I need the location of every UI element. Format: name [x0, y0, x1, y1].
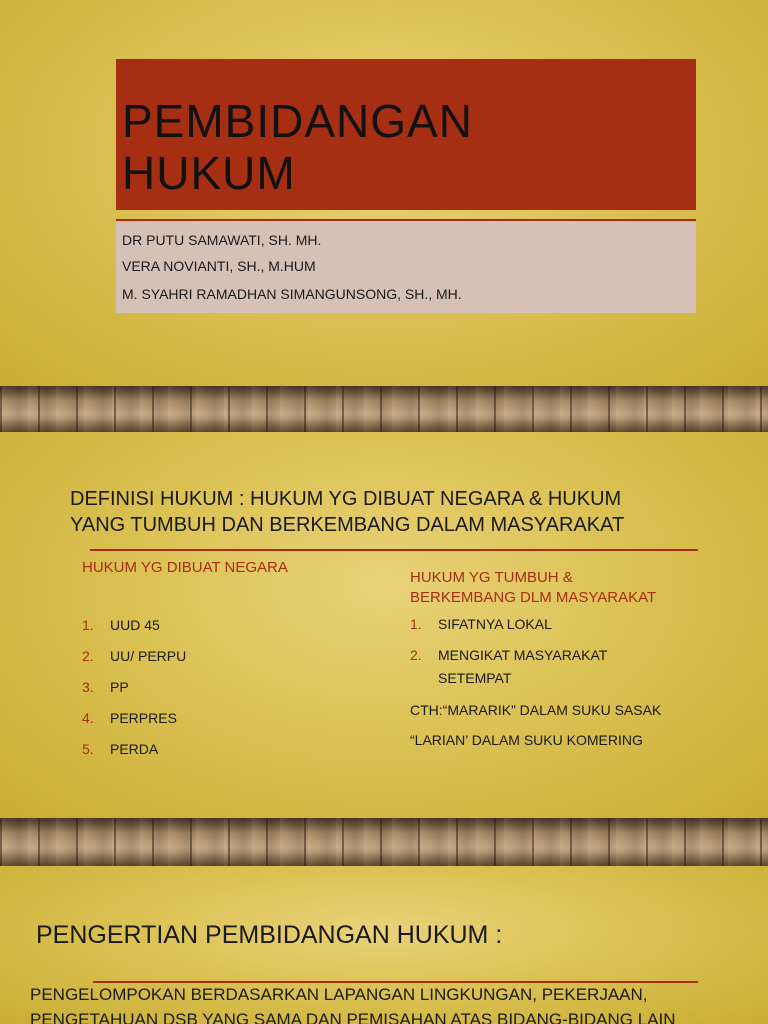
- left-item-3: [82, 679, 129, 695]
- left-item-4-number: 4.: [82, 710, 94, 726]
- right-item-2-text: MENGIKAT MASYARAKAT: [438, 647, 608, 663]
- left-item-5-text: PERDA: [110, 741, 159, 757]
- right-item-1-text: SIFATNYA LOKAL: [438, 616, 552, 632]
- author-1: DR PUTU SAMAWATI, SH. MH.: [122, 232, 322, 248]
- title-divider: [116, 219, 696, 221]
- definition-title-line-1: DEFINISI HUKUM : HUKUM YG DIBUAT NEGARA & HUKUM: [70, 488, 622, 510]
- right-item-1-number: 1.: [410, 616, 422, 632]
- slide-definition: [0, 432, 768, 818]
- pengertian-body-line-2: PENGETAHUAN DSB YANG SAMA DAN PEMISAHAN ATAS BIDANG-BIDANG LAIN: [30, 1010, 676, 1024]
- presentation-title: [122, 95, 473, 199]
- left-item-3-text: PP: [110, 679, 129, 695]
- pengertian-title: PENGERTIAN PEMBIDANGAN HUKUM :: [36, 921, 503, 949]
- wood-floor-divider: [0, 386, 768, 432]
- right-item-2-continued: SETEMPAT: [438, 670, 512, 686]
- wood-floor-divider-2: [0, 818, 768, 866]
- left-item-2: [82, 648, 186, 664]
- left-column-heading: HUKUM YG DIBUAT NEGARA: [82, 559, 288, 576]
- left-item-1: [82, 617, 160, 633]
- left-item-1-text: UUD 45: [110, 617, 160, 633]
- example-larian: “LARIAN’ DALAM SUKU KOMERING: [410, 732, 643, 748]
- definition-title-line-2: YANG TUMBUH DAN BERKEMBANG DALAM MASYARAKAT: [70, 514, 625, 536]
- author-2: VERA NOVIANTI, SH., M.HUM: [122, 258, 316, 274]
- author-3: M. SYAHRI RAMADHAN SIMANGUNSONG, SH., MH.: [122, 286, 462, 302]
- title-line-1: PEMBIDANGAN: [122, 95, 473, 147]
- left-item-5: [82, 741, 158, 757]
- right-item-2: [410, 647, 607, 663]
- definition-divider: [90, 549, 698, 551]
- slide-pengertian: [0, 866, 768, 1024]
- right-heading-line-1: HUKUM YG TUMBUH &: [410, 569, 573, 586]
- left-item-4-text: PERPRES: [110, 710, 177, 726]
- right-item-2-number: 2.: [410, 647, 422, 663]
- slide-title: [0, 0, 768, 386]
- left-item-2-text: UU/ PERPU: [110, 648, 187, 664]
- author-box: [116, 222, 696, 313]
- left-item-3-number: 3.: [82, 679, 94, 695]
- left-item-5-number: 5.: [82, 741, 94, 757]
- title-box: [116, 59, 696, 210]
- right-heading-line-2: BERKEMBANG DLM MASYARAKAT: [410, 589, 657, 606]
- left-item-1-number: 1.: [82, 617, 94, 633]
- left-item-4: [82, 710, 177, 726]
- left-item-2-number: 2.: [82, 648, 94, 664]
- definition-title: [70, 486, 710, 538]
- example-mararik: CTH:“MARARIK” DALAM SUKU SASAK: [410, 702, 662, 718]
- right-column-heading: [410, 568, 656, 608]
- right-item-1: [410, 616, 552, 632]
- pengertian-body-line-1: PENGELOMPOKAN BERDASARKAN LAPANGAN LINGKUNGAN, PEKERJAAN,: [30, 985, 648, 1004]
- pengertian-body: [30, 982, 730, 1024]
- title-line-2: HUKUM: [122, 147, 296, 199]
